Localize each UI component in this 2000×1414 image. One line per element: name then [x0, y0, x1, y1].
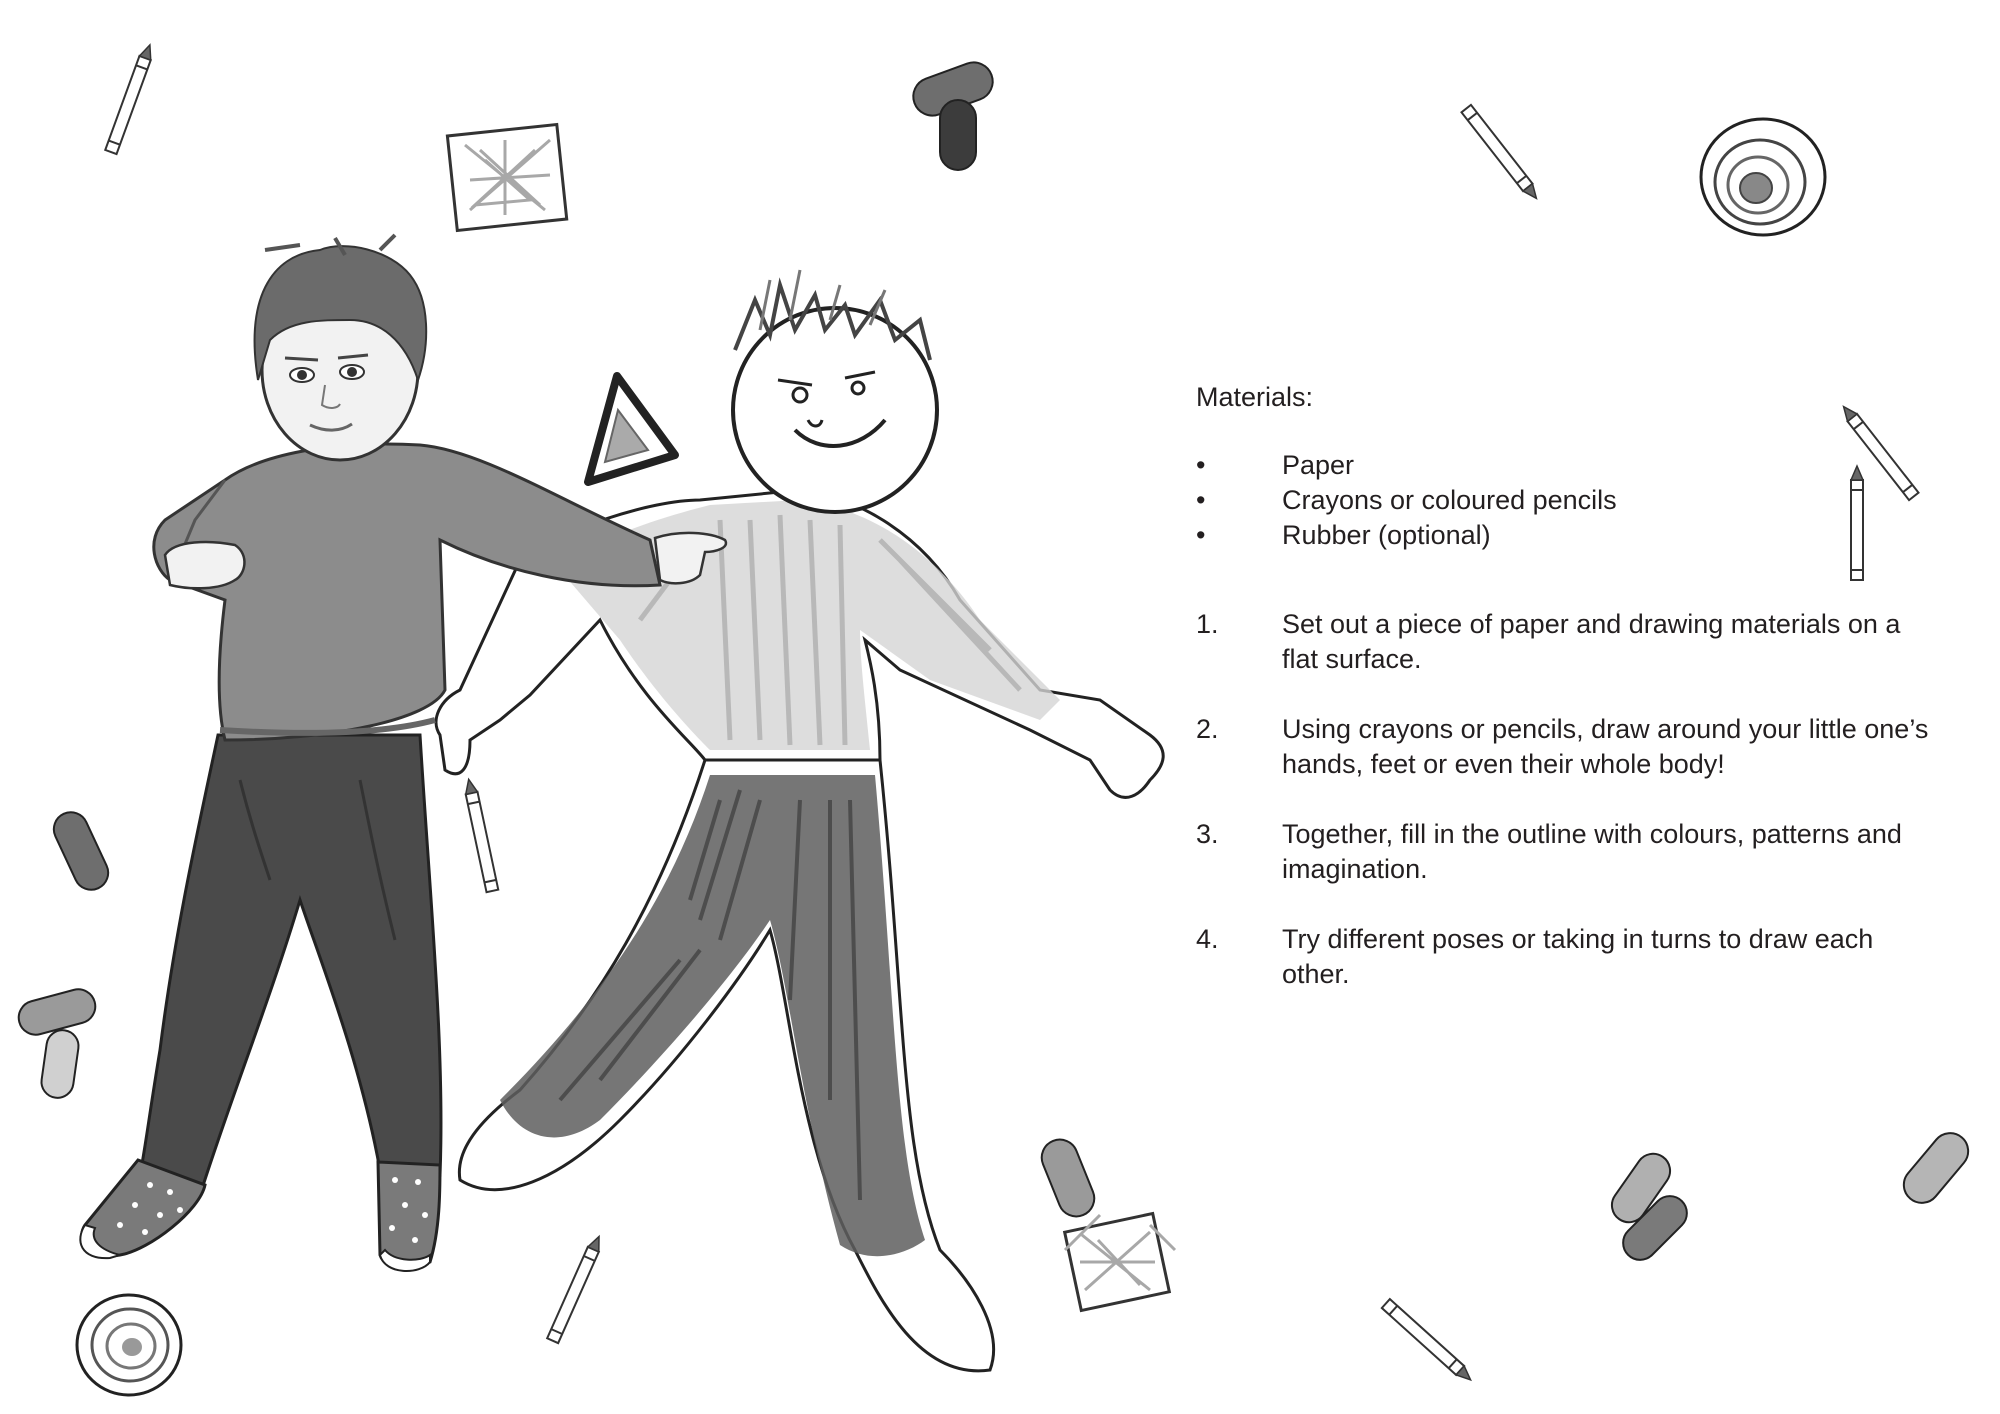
crayon-icon	[105, 43, 155, 154]
list-item	[1196, 483, 1956, 518]
list-item	[1196, 448, 1956, 483]
step-number: 4.	[1196, 924, 1219, 954]
step-item	[1196, 922, 1956, 992]
step-item	[1196, 607, 1956, 677]
step-number: 1.	[1196, 609, 1219, 639]
bullet: •	[1196, 485, 1206, 515]
step-number: 2.	[1196, 714, 1219, 744]
material-label: Rubber (optional)	[1282, 520, 1491, 550]
triangle-icon	[588, 376, 675, 482]
crayon-icon	[1382, 1299, 1475, 1384]
crayon-icon	[463, 778, 498, 892]
drawn-outline-figure	[436, 270, 1163, 1371]
steps-list	[1196, 607, 1956, 992]
list-item	[1196, 518, 1956, 553]
step-text: Together, fill in the outline with colours, patterns and imagination.	[1282, 819, 1902, 884]
materials-heading: Materials:	[1196, 382, 1314, 412]
instructions-panel	[1196, 380, 1956, 1027]
bullet: •	[1196, 450, 1206, 480]
crayon-icon	[547, 1234, 604, 1343]
crayon-icon	[1461, 105, 1541, 202]
step-text: Using crayons or pencils, draw around your little one’s hands, feet or even their whole body!	[1282, 714, 1929, 779]
step-item	[1196, 712, 1956, 782]
step-item	[1196, 817, 1956, 887]
material-label: Crayons or coloured pencils	[1282, 485, 1617, 515]
materials-list	[1196, 448, 1956, 553]
step-text: Set out a piece of paper and drawing materials on a flat surface.	[1282, 609, 1901, 674]
step-text: Try different poses or taking in turns to draw each other.	[1282, 924, 1874, 989]
step-number: 3.	[1196, 819, 1219, 849]
material-label: Paper	[1282, 450, 1355, 480]
bullet: •	[1196, 520, 1206, 550]
